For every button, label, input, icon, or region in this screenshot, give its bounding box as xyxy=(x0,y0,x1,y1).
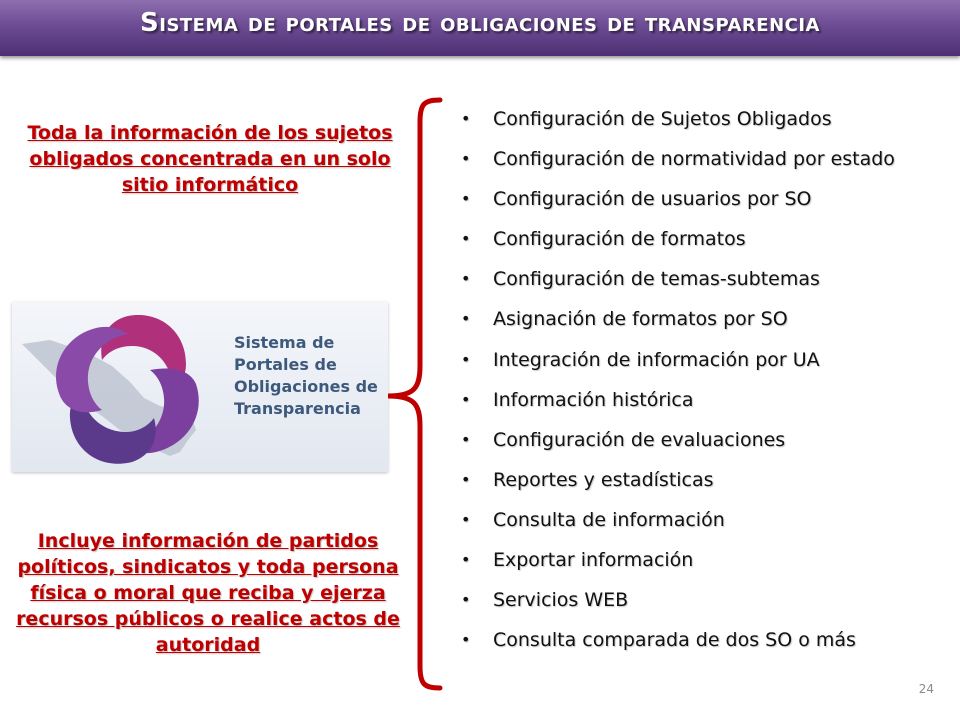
bullet-icon: • xyxy=(461,469,471,489)
curly-brace xyxy=(384,96,444,692)
bullet-icon: • xyxy=(461,189,471,209)
logo-caption-line: Obligaciones de xyxy=(234,377,378,396)
bullet-icon: • xyxy=(461,630,471,650)
list-item xyxy=(455,306,925,332)
logo-caption-line: Portales de xyxy=(234,355,337,374)
page-number: 24 xyxy=(918,682,934,696)
portal-logo xyxy=(12,302,388,472)
list-item xyxy=(455,427,925,453)
scope-text: Incluye información de partidos políticos, sindicatos y toda persona física o moral que reciba y ejerza recursos públicos o realice actos de autoridad xyxy=(16,530,400,656)
list-item xyxy=(455,347,925,373)
bullet-icon: • xyxy=(461,109,471,128)
bullet-icon: • xyxy=(461,309,471,329)
list-item xyxy=(455,106,925,132)
list-item-text: Reportes y estadísticas xyxy=(493,468,714,491)
logo-caption-line: Sistema de xyxy=(234,333,335,352)
list-item-text: Exportar información xyxy=(493,549,694,572)
list-item xyxy=(455,507,925,533)
bullet-icon: • xyxy=(461,509,471,529)
list-item xyxy=(455,587,925,613)
bullet-icon: • xyxy=(461,349,471,369)
intro-text: Toda la información de los sujetos obligados concentrada en un solo sitio informático xyxy=(27,122,393,196)
portal-logo-icon xyxy=(20,306,220,470)
bullet-icon: • xyxy=(461,269,471,289)
list-item-text: Configuración de temas-subtemas xyxy=(493,268,820,291)
list-item xyxy=(455,547,925,573)
bullet-icon: • xyxy=(461,229,471,249)
list-item xyxy=(455,146,925,172)
slide-title: Sistema de portales de obligaciones de transparencia xyxy=(140,8,820,38)
bullet-icon: • xyxy=(461,149,471,169)
list-item xyxy=(455,226,925,252)
bullet-icon: • xyxy=(461,550,471,570)
list-item xyxy=(455,266,925,292)
list-item-text: Configuración de usuarios por SO xyxy=(493,188,812,211)
list-item xyxy=(455,627,925,653)
list-item-text: Consulta de información xyxy=(493,508,725,531)
list-item-text: Consulta comparada de dos SO o más xyxy=(493,629,856,652)
list-item-text: Servicios WEB xyxy=(493,589,629,612)
list-item-text: Configuración de evaluaciones xyxy=(493,428,786,451)
bullet-icon: • xyxy=(461,590,471,610)
list-item xyxy=(455,186,925,212)
list-item-text: Configuración de Sujetos Obligados xyxy=(493,108,832,130)
logo-caption xyxy=(234,332,384,420)
title-bar xyxy=(0,0,960,56)
feature-list xyxy=(455,106,925,667)
list-item-text: Integración de información por UA xyxy=(493,348,820,371)
logo-caption-line: Transparencia xyxy=(234,399,361,418)
list-item-text: Información histórica xyxy=(493,388,694,411)
bullet-icon: • xyxy=(461,429,471,449)
list-item-text: Asignación de formatos por SO xyxy=(493,308,788,331)
list-item xyxy=(455,467,925,493)
list-item-text: Configuración de formatos xyxy=(493,228,746,251)
bullet-icon: • xyxy=(461,389,471,409)
list-item-text: Configuración de normatividad por estado xyxy=(493,148,895,171)
list-item xyxy=(455,387,925,413)
